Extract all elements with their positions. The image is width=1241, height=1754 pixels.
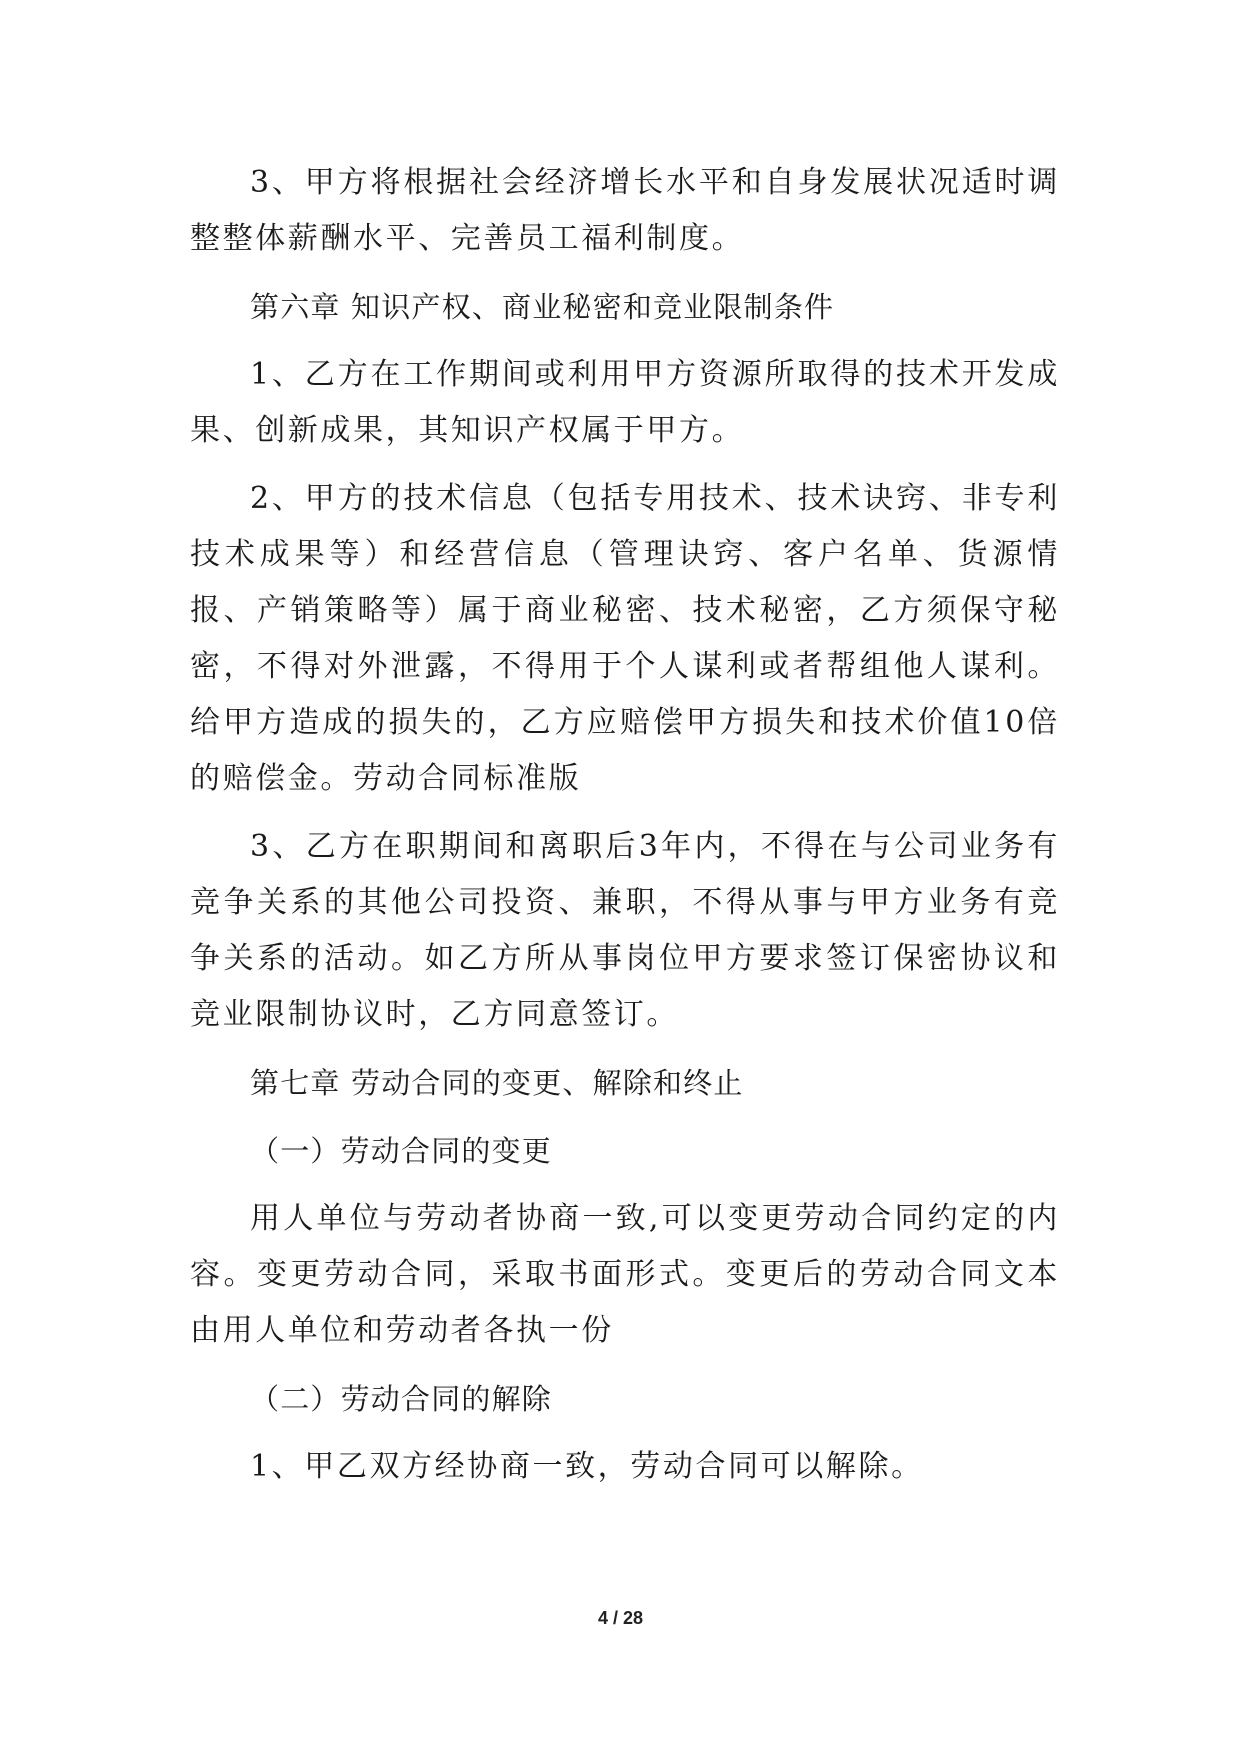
section-contract-termination-heading: （二）劳动合同的解除	[250, 1382, 553, 1416]
paragraph-salary-adjustment: 3、甲方将根据社会经济增长水平和自身发展状况适时调整整体薪酬水平、完善员工福利制度。	[190, 165, 1060, 256]
document-body	[190, 155, 1060, 1507]
section-contract-change-heading: （一）劳动合同的变更	[250, 1134, 553, 1168]
paragraph-mutual-termination: 1、甲乙双方经协商一致，劳动合同可以解除。	[250, 1449, 924, 1484]
paragraph-contract-change: 用人单位与劳动者协商一致,可以变更劳动合同约定的内容。变更劳动合同，采取书面形式。变更后的劳动合同文本由用人单位和劳动者各执一份	[190, 1201, 1060, 1348]
chapter-six-heading: 第六章 知识产权、商业秘密和竞业限制条件	[250, 290, 835, 324]
chapter-seven-heading: 第七章 劳动合同的变更、解除和终止	[250, 1066, 744, 1100]
paragraph-non-compete: 3、乙方在职期间和离职后3年内，不得在与公司业务有竞争关系的其他公司投资、兼职，不得从事与甲方业务有竞争关系的活动。如乙方所从事岗位甲方要求签订保密协议和竞业限制协议时，乙方同意签订。	[190, 829, 1060, 1032]
paragraph-trade-secrets: 2、甲方的技术信息（包括专用技术、技术诀窍、非专利技术成果等）和经营信息（管理诀窍、客户名单、货源情报、产销策略等）属于商业秘密、技术秘密，乙方须保守秘密，不得对外泄露，不得用于个人谋利或者帮组他人谋利。给甲方造成的损失的，乙方应赔偿甲方损失和技术价值10倍的赔偿金。劳动合同标准版	[190, 481, 1060, 796]
paragraph-ip-ownership: 1、乙方在工作期间或利用甲方资源所取得的技术开发成果、创新成果，其知识产权属于甲方。	[190, 357, 1060, 448]
page-number: 4 / 28	[597, 1608, 644, 1628]
